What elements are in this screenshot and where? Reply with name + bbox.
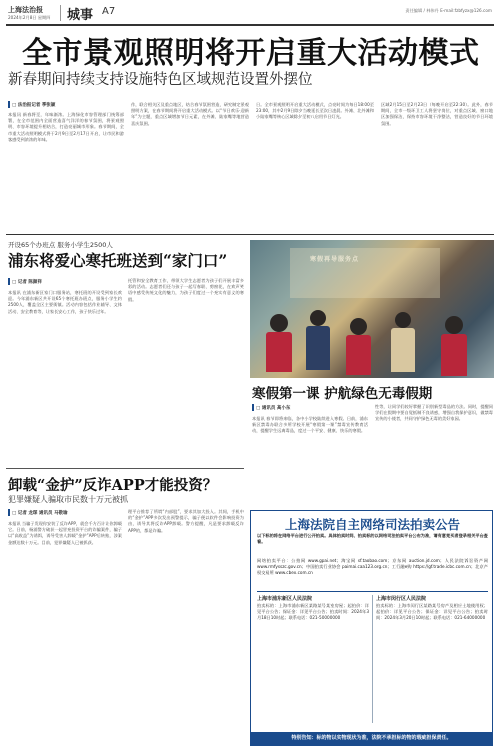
article1-byline: □ 法治报记者 季张颖 (12, 103, 56, 108)
article4-column-2: 理平台推荐了所谓“内部股”，要求其加大投入。其间，手机中的“金护”APP多次发出预警提示，骗子便以软件会影响投资为由，诱导其将反诈APP卸载。警方提醒，凡是要求卸载反诈APP的，都是诈骗。 (128, 509, 244, 533)
article1-column-1: 本报讯 新春将至，年味渐浓。上海绿化市容管理部门统筹部署，在全市范围内全面营造喜气洋洋的春节氛围，将景观照明、市容环境提升相结合，打造亮丽城市形象。春节期间，全市重大活动照明模式将于2月9日至2月17日开启，让市民和游客感受到浓浓的年味。 (8, 112, 124, 142)
child-figure (306, 326, 330, 370)
auction-ad-title: 上海法院自主网络司法拍卖公告 (284, 517, 460, 532)
child-figure (395, 312, 411, 328)
article3-headline: 寒假第一课 护航绿色无毒假期 (252, 386, 433, 402)
article2-headline: 浦东将爱心寒托班送到“家门口” (8, 251, 228, 270)
header-rule (6, 24, 494, 26)
section-name: 城事 (67, 8, 94, 23)
auction-ad-box (250, 510, 493, 746)
article4-subheadline: 犯罪嫌疑人骗取市民数十万元被抓 (8, 495, 128, 504)
ad-divider (257, 591, 488, 592)
auction-ad-platforms: 网络拍卖平台：公拍网 www.gpai.net；淘宝网 sf.taobao.com；京东网 auction.jd.com；人民法院诉讼资产网 www.rmfysszc.gov.cn；中国拍卖行业协会 paimai.caa123.org.cn；工行融e购 https://gf.trade.icbc.com.cn；北京产权交易所 www.cbex.com.cn (257, 558, 488, 576)
child-figure (445, 316, 463, 334)
byline-marker (8, 101, 10, 108)
article1-column-3: 日。全市景观照明开启重大活动模式，点亮时间为每日18:00至23:00，其中2月9日除夕当晚延长至次日凌晨。外滩、北外滩和小陆家嘴等核心区域除夕至初八启用节日灯光。 (256, 102, 374, 120)
page-number: A7 (102, 6, 116, 17)
ad-column-divider (372, 595, 373, 723)
byline-marker (8, 509, 10, 516)
child-figure (310, 310, 326, 326)
child-figure (346, 335, 371, 375)
article1-column-4: 区域2月15日至2月23日（每晚开启至22:30）。此外，春节期间，全市一级环卫工人将坚守岗位，对重点区域、窗口地区加强保洁，保持市容环境干净整洁，营造良好的节日环境氛围。 (381, 102, 493, 126)
editor-info: 责任编辑 / 林伟丹 E-mail:fzbfyzx@126.com (405, 8, 492, 13)
classroom-photo (250, 240, 494, 378)
photo-banner-text: 寒假再导服务点 (310, 256, 360, 263)
article4-byline: □ 记者 龙琛 通讯员 马敬瑜 (12, 511, 68, 516)
auction-ad-footer: 特别告知：标的物以实物现状为准，法院不承担标的物的瑕疵担保责任。 (251, 732, 492, 745)
child-figure (266, 332, 292, 372)
header-divider (60, 5, 61, 21)
article2-column-1: 本报讯 在浦东新区家门口服务站，寒托班的开设受到家长欢迎。今年浦东新区共开设65个寒托班办班点，服务小学生约2500人，覆盖全区主要街镇。活动内容包括作业辅导、文体活动、安全教育等，让家长安心工作，孩子快乐过年。 (8, 290, 122, 314)
issue-date: 2024年2月8日 星期四 (8, 15, 51, 20)
article4-headline: 卸载“金护”反诈APP才能投资？ (8, 477, 218, 494)
byline-marker (8, 278, 10, 285)
article3-column-2: 性等，让同学们较好掌握了识别新型毒品的方法。同时，提醒同学们在假期中要自觉抵制不良诱惑，增强自我保护意识，做禁毒宣传的小使者，共同守护绿色无毒的美好家园。 (375, 404, 493, 422)
section-rule-1 (6, 234, 494, 235)
auction-left-court: 上海市浦东新区人民法院 (257, 596, 313, 602)
article4-column-1: 本报讯 当骗子发现你安装了反诈APP，就会千方百计让你卸载它。日前，杨浦警方破获一起冒充投资平台的诈骗案件，骗子以“高收益”为诱饵，诱导受害人卸载“金护”APP后转账，涉案金额达数十万元。目前，犯罪嫌疑人已被抓获。 (8, 521, 122, 545)
auction-ad-intro: 以下标的将在网络平台进行公开拍卖。具体拍卖时间、拍卖标的以网络司法拍卖平台公布为准，请有意竞买者登录相关平台查看。 (257, 533, 488, 545)
byline-marker (252, 404, 254, 411)
auction-right-body: 拍卖标的：上海市闵行区某路某号房产及相应土地使用权；起拍价：详见平台公告；保证金：详见平台公告；拍卖时间：2024年3月20日10时起；联系电话：021-64000000 (376, 603, 488, 621)
photo-screen (290, 248, 440, 298)
child-figure (270, 314, 288, 332)
section-rule-2 (6, 468, 244, 469)
article1-column-2: 作，联合相关区及重点地区，结合春节氛围营造，研究制定景观照明方案，在春节期间将开启重大活动模式。以“节日欢乐·迎新年”为主题，重点区域增加节日元素，在外滩、陆家嘴等地营造喜庆氛围。 (131, 102, 249, 126)
article2-kicker: 开设65个办班点 服务小学生2500人 (8, 241, 113, 249)
child-figure (350, 318, 367, 335)
article2-column-2: 托管和安全教育工作，带领大学生志愿者为孩子们开展丰富多彩的活动。志愿者们还与孩子一起写春联、剪窗花，在欢声笑语中感受传统文化的魅力，为孩子们度过一个充实有意义的寒假。 (128, 278, 244, 302)
auction-right-court: 上海市闵行区人民法院 (376, 596, 427, 602)
child-figure (391, 328, 415, 372)
article3-byline: □ 通讯员 高小东 (256, 406, 291, 411)
masthead-logo: 上海法治报 (8, 5, 43, 14)
main-headline: 全市景观照明将开启重大活动模式 (22, 36, 480, 71)
main-subheadline: 新春期间持续支持设施特色区域规范设置外摆位 (8, 72, 313, 88)
auction-left-body: 拍卖标的：上海市浦东新区某路某号某室房屋；起拍价：详见平台公告；保证金：详见平台公告；拍卖时间：2024年3月18日10时起；联系电话：021-50000000 (257, 603, 369, 621)
article2-byline: □ 记者 陈颜祥 (12, 280, 42, 285)
child-figure (441, 334, 467, 376)
article3-column-1: 本报讯 春节即将来临，各中小学校陆续进入寒假。日前，浦东新区禁毒办联合多所学校开展“寒假第一课”禁毒宣传教育活动，提醒学生远离毒品，度过一个平安、健康、快乐的寒假。 (252, 416, 368, 434)
